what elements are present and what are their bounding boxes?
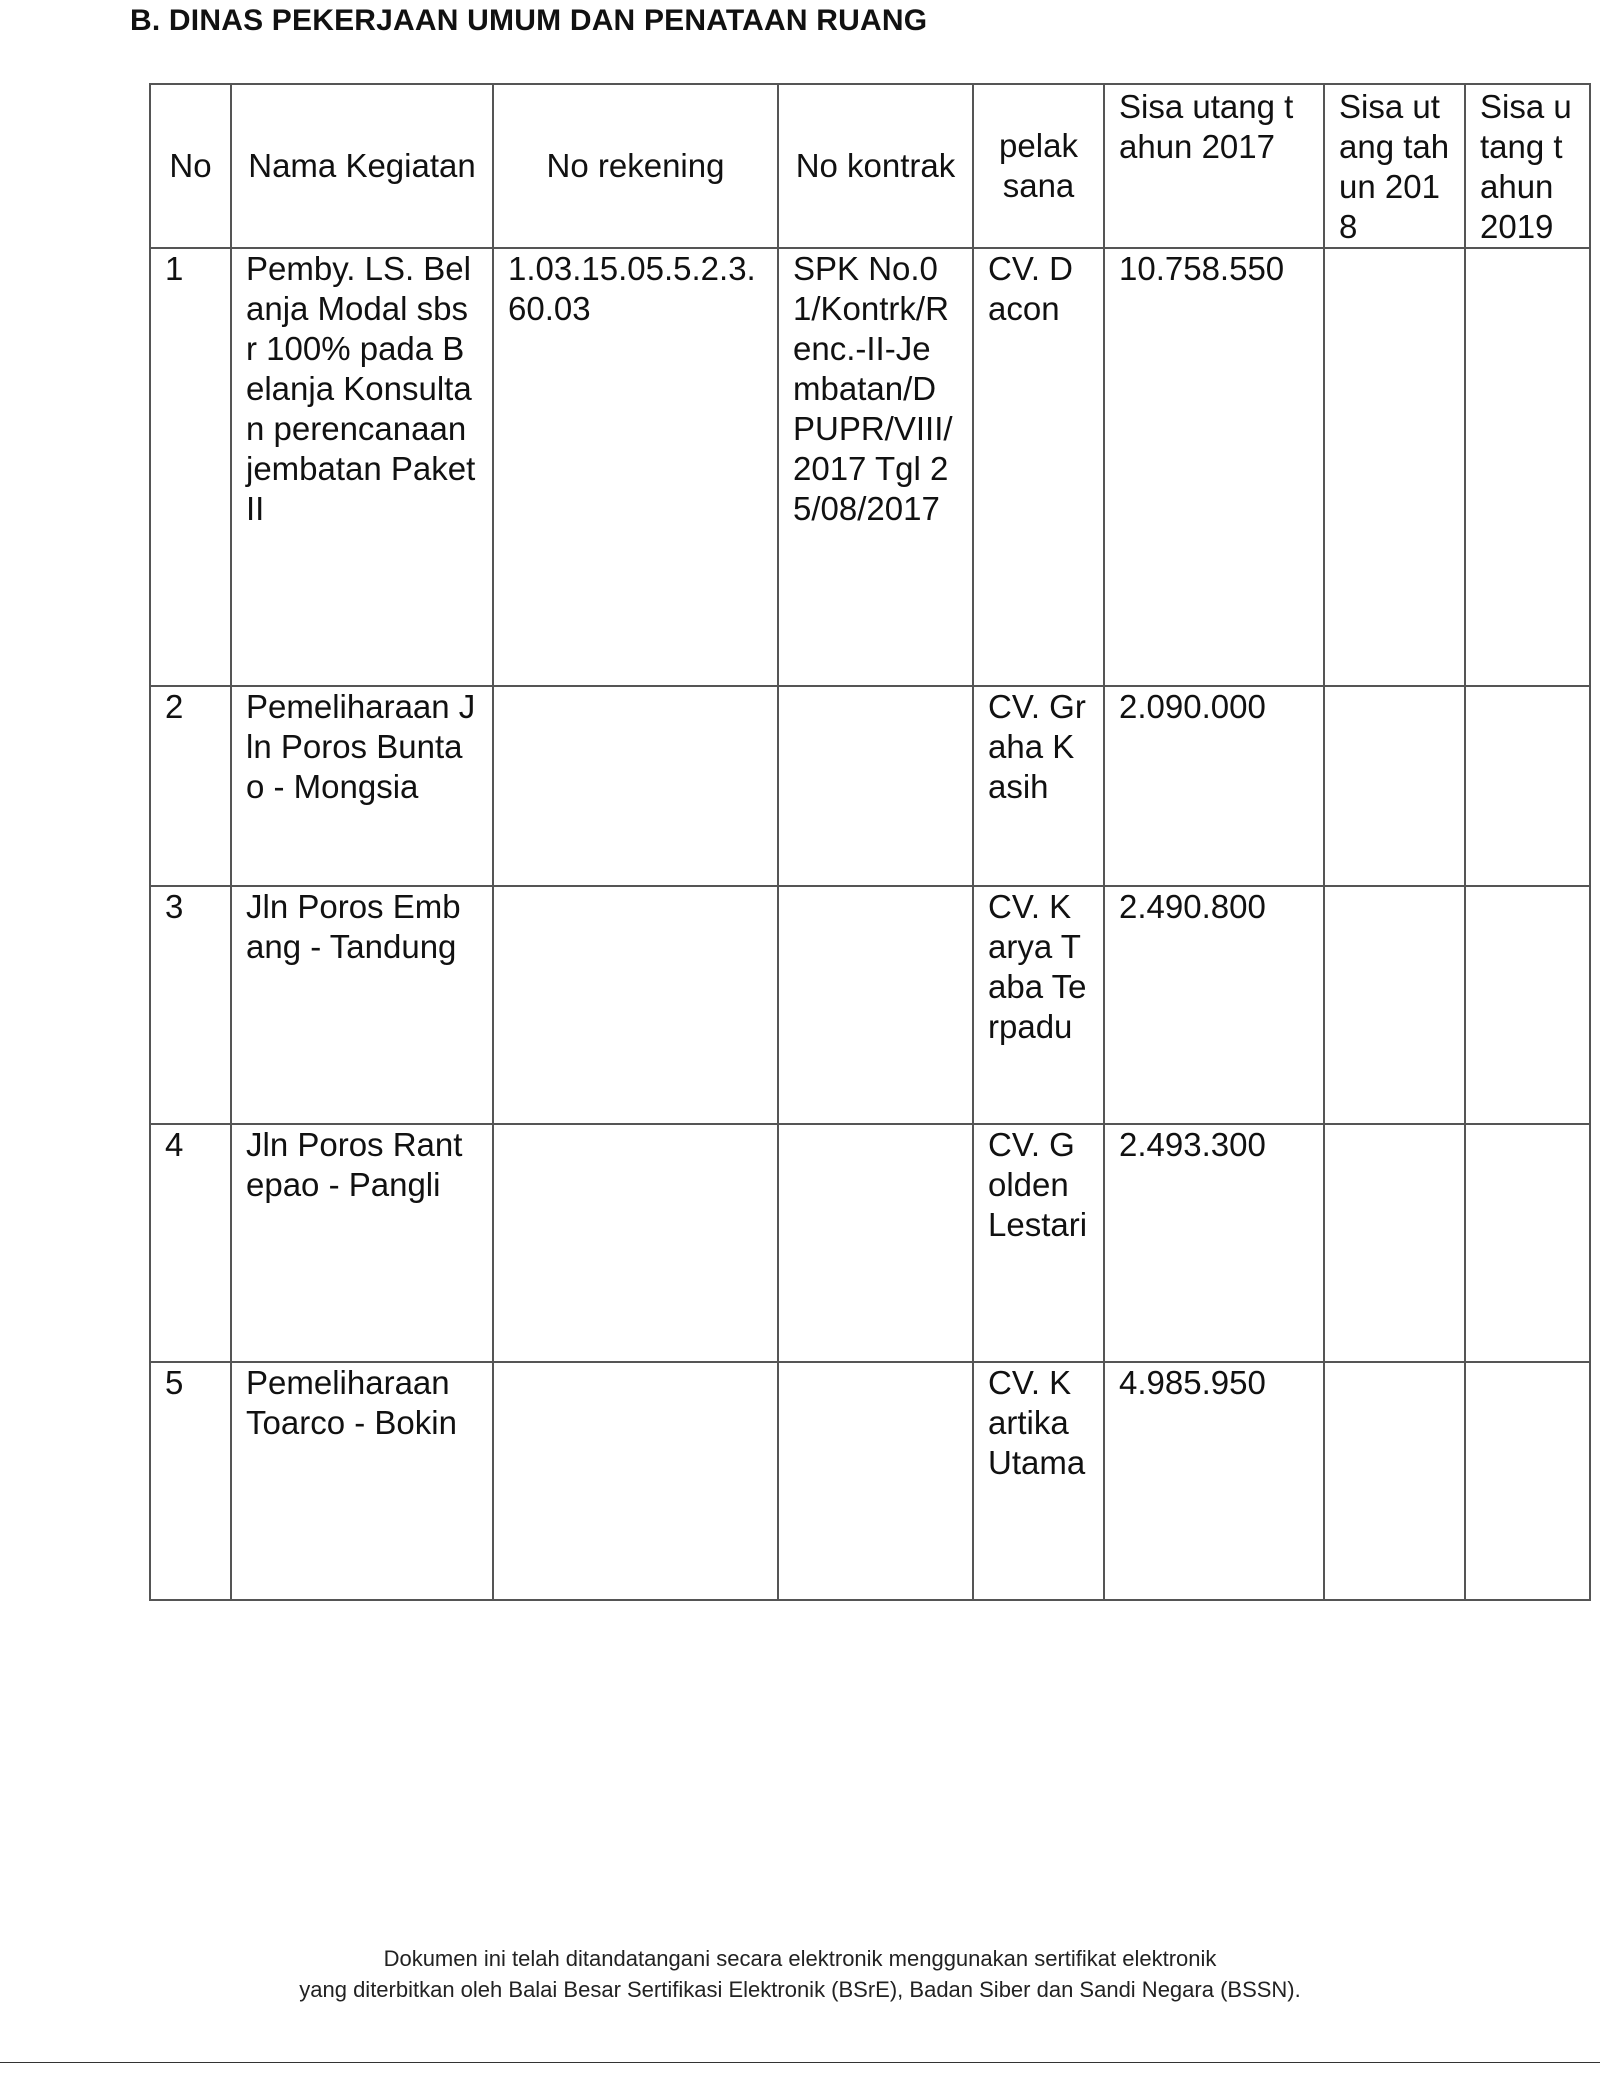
- row-sisa-2017: 10.758.550: [1104, 248, 1324, 686]
- footer-issuer-note: yang diterbitkan oleh Balai Besar Sertifikasi Elektronik (BSrE), Badan Siber dan Sandi Negara (BSSN).: [299, 1977, 1301, 2002]
- table-row: [150, 886, 1590, 1124]
- row-sisa-2017: 4.985.950: [1104, 1362, 1324, 1600]
- row-sisa-2018: [1324, 1124, 1465, 1362]
- row-no-kontrak: [778, 1362, 973, 1600]
- table-row: [150, 686, 1590, 886]
- row-sisa-2017: 2.090.000: [1104, 686, 1324, 886]
- row-no-rekening: [493, 1362, 778, 1600]
- row-no-rekening: [493, 686, 778, 886]
- header-sisa-2017: Sisa utang tahun 2017: [1104, 84, 1324, 248]
- row-no-kontrak: SPK No.01/Kontrk/Renc.-II-Jembatan/DPUPR/VIII/2017 Tgl 25/08/2017: [778, 248, 973, 686]
- row-sisa-2018: [1324, 248, 1465, 686]
- row-pelaksana: CV. Golden Lestari: [973, 1124, 1104, 1362]
- row-nama-kegiatan: Pemeliharaan Toarco - Bokin: [231, 1362, 493, 1600]
- row-no-rekening: [493, 886, 778, 1124]
- row-no: 4: [150, 1124, 231, 1362]
- row-no-kontrak: [778, 1124, 973, 1362]
- row-sisa-2017: 2.493.300: [1104, 1124, 1324, 1362]
- header-no-kontrak: No kontrak: [778, 84, 973, 248]
- row-nama-kegiatan: Pemby. LS. Belanja Modal sbsr 100% pada Belanja Konsultan perencanaan jembatan Paket II: [231, 248, 493, 686]
- debt-table: [149, 83, 1591, 1601]
- footer-signature-note: Dokumen ini telah ditandatangani secara elektronik menggunakan sertifikat elektronik: [383, 1946, 1217, 1971]
- table-row: [150, 248, 1590, 686]
- row-sisa-2019: [1465, 686, 1590, 886]
- row-no: 1: [150, 248, 231, 686]
- row-sisa-2017: 2.490.800: [1104, 886, 1324, 1124]
- row-pelaksana: CV. Graha Kasih: [973, 686, 1104, 886]
- row-nama-kegiatan: Jln Poros Embang - Tandung: [231, 886, 493, 1124]
- header-no: No: [150, 84, 231, 248]
- row-sisa-2018: [1324, 1362, 1465, 1600]
- row-nama-kegiatan: Jln Poros Rantepao - Pangli: [231, 1124, 493, 1362]
- row-sisa-2019: [1465, 1362, 1590, 1600]
- row-pelaksana: CV. Karya Taba Terpadu: [973, 886, 1104, 1124]
- header-pelaksana: pelak sana: [973, 84, 1104, 248]
- table-row: [150, 1362, 1590, 1600]
- table-row: [150, 1124, 1590, 1362]
- row-no: 3: [150, 886, 231, 1124]
- row-sisa-2018: [1324, 686, 1465, 886]
- row-sisa-2019: [1465, 248, 1590, 686]
- header-no-rekening: No rekening: [493, 84, 778, 248]
- row-sisa-2018: [1324, 886, 1465, 1124]
- header-sisa-2019: Sisa utang tahun 2019: [1465, 84, 1590, 248]
- row-no: 5: [150, 1362, 231, 1600]
- bottom-divider: [0, 2062, 1600, 2063]
- row-no-rekening: [493, 1124, 778, 1362]
- row-sisa-2019: [1465, 1124, 1590, 1362]
- row-nama-kegiatan: Pemeliharaan Jln Poros Buntao - Mongsia: [231, 686, 493, 886]
- header-nama-kegiatan: Nama Kegiatan: [231, 84, 493, 248]
- row-no-rekening: 1.03.15.05.5.2.3.60.03: [493, 248, 778, 686]
- row-pelaksana: CV. Kartika Utama: [973, 1362, 1104, 1600]
- row-pelaksana: CV. Dacon: [973, 248, 1104, 686]
- section-heading: B. DINAS PEKERJAAN UMUM DAN PENATAAN RUANG: [130, 4, 928, 37]
- row-no-kontrak: [778, 886, 973, 1124]
- row-no: 2: [150, 686, 231, 886]
- header-sisa-2018: Sisa utang tahun 2018: [1324, 84, 1465, 248]
- row-no-kontrak: [778, 686, 973, 886]
- table-header-row: [150, 84, 1590, 248]
- row-sisa-2019: [1465, 886, 1590, 1124]
